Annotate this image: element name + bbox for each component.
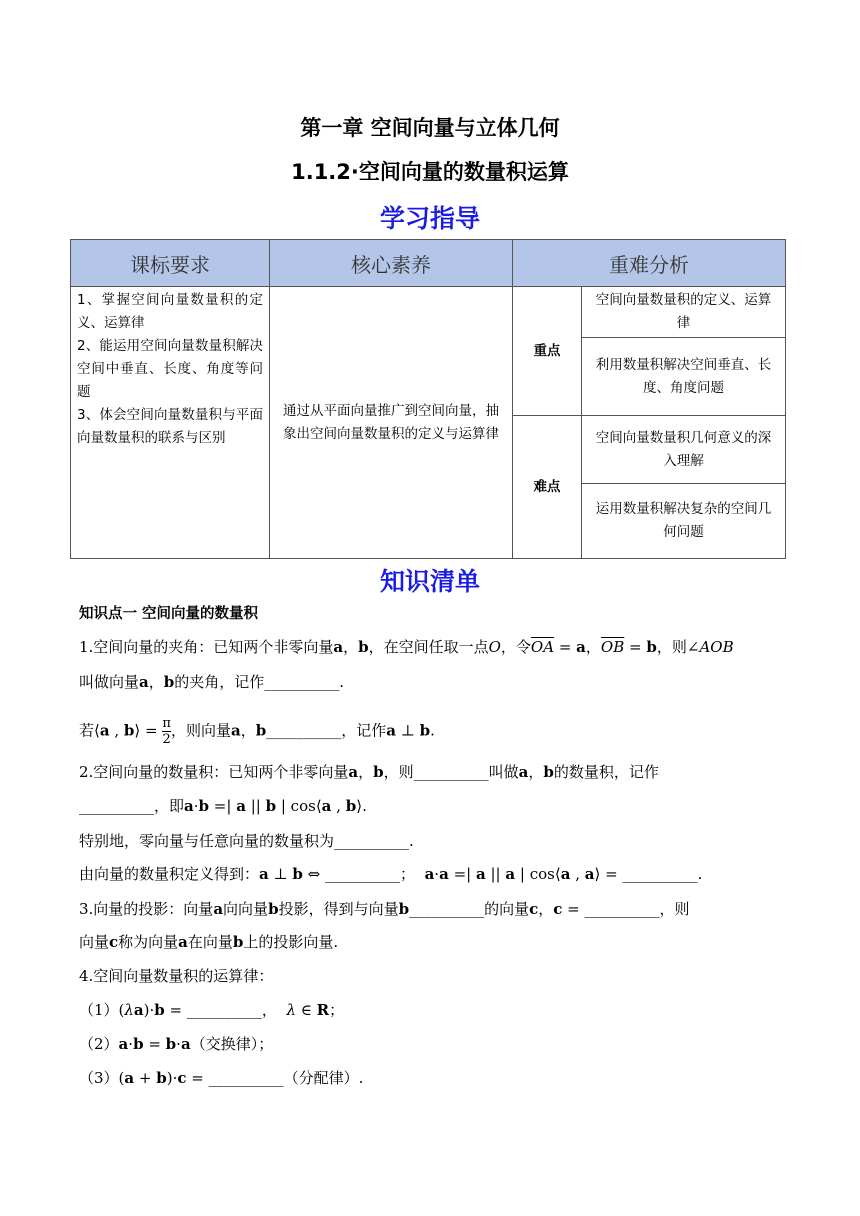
knowledge-point-title: 知识点一 空间向量的数量积 <box>79 606 259 622</box>
dot-product-line2: __________，即a·b =| a || b | cos⟨a , b⟩. <box>79 797 367 815</box>
blank: __________ <box>584 900 660 918</box>
dot-product-line1: 2.空间向量的数量积：已知两个非零向量a，b，则__________叫做a，b的数量积，记作 <box>79 763 659 781</box>
study-guide-table <box>70 239 786 559</box>
blank: __________ <box>79 797 154 815</box>
blank: __________ <box>325 865 401 883</box>
chapter-title: 第一章 空间向量与立体几何 <box>300 116 560 140</box>
dot-product-consequence-line: 由向量的数量积定义得到：a ⊥ b ⇔ __________； a·a =| a || a | cos⟨a , a⟩ = __________. <box>79 865 703 883</box>
requirement-item: 2、能运用空间向量数量积解决空间中垂直、长度、角度等问题 <box>77 338 263 400</box>
perpendicular-line: 若⟨a , b⟩ = $\frac{\pi}{2}$ ，则向量a，b__________，记作a ⊥ b. <box>79 716 435 747</box>
blank: __________ <box>186 1001 262 1019</box>
zero-vector-line: 特别地，零向量与任意向量的数量积为__________. <box>79 832 414 850</box>
requirement-item: 3、体会空间向量数量积与平面向量数量积的联系与区别 <box>77 407 263 446</box>
key-point-item: 利用数量积解决空间垂直、长度、角度问题 <box>582 338 786 416</box>
difficulty-item: 空间向量数量积几何意义的深入理解 <box>582 416 786 484</box>
header-requirements: 课标要求 <box>71 240 270 287</box>
law-3: （3）(a + b)·c = __________（分配律）. <box>79 1069 364 1087</box>
header-analysis: 重难分析 <box>513 240 786 287</box>
difficulty-label: 难点 <box>513 416 582 559</box>
law-2: （2）a·b = b·a（交换律）； <box>79 1035 274 1053</box>
angle-definition-line2: 叫做向量a，b的夹角，记作__________. <box>79 673 345 691</box>
blank: __________ <box>409 900 485 918</box>
blank: __________ <box>622 865 698 883</box>
core-literacy-cell: 通过从平面向量推广到空间向量，抽象出空间向量数量积的定义与运算律 <box>270 287 513 559</box>
blank: __________ <box>334 832 410 850</box>
projection-line1: 3.向量的投影：向量a向向量b投影，得到与向量b__________的向量c，c = __________，则 <box>79 900 690 918</box>
blank: __________ <box>264 673 340 691</box>
key-point-item: 空间向量数量积的定义、运算律 <box>582 287 786 338</box>
law-1: （1）(λa)·b = __________， λ ∈ R； <box>79 1001 345 1019</box>
lesson-title: 1.1.2·空间向量的数量积运算 <box>291 160 569 184</box>
section-heading-knowledge: 知识清单 <box>379 567 480 596</box>
section-heading-guide: 学习指导 <box>379 204 480 233</box>
requirement-item: 1、掌握空间向量数量积的定义、运算律 <box>77 292 263 331</box>
blank: __________ <box>208 1069 284 1087</box>
key-point-label: 重点 <box>513 287 582 416</box>
angle-definition-line1: 1.空间向量的夹角：已知两个非零向量a，b，在空间任取一点O，令$\overline{OA} = a$，$\overline{OB} = b$，则∠AOB <box>79 638 734 656</box>
blank: __________ <box>413 763 489 781</box>
projection-line2: 向量c称为向量a在向量b上的投影向量. <box>79 933 339 951</box>
difficulty-item: 运用数量积解决复杂的空间几何问题 <box>582 484 786 559</box>
header-core: 核心素养 <box>270 240 513 287</box>
blank: __________ <box>266 721 342 740</box>
laws-heading: 4.空间向量数量积的运算律： <box>79 967 274 985</box>
requirements-cell <box>71 287 270 559</box>
